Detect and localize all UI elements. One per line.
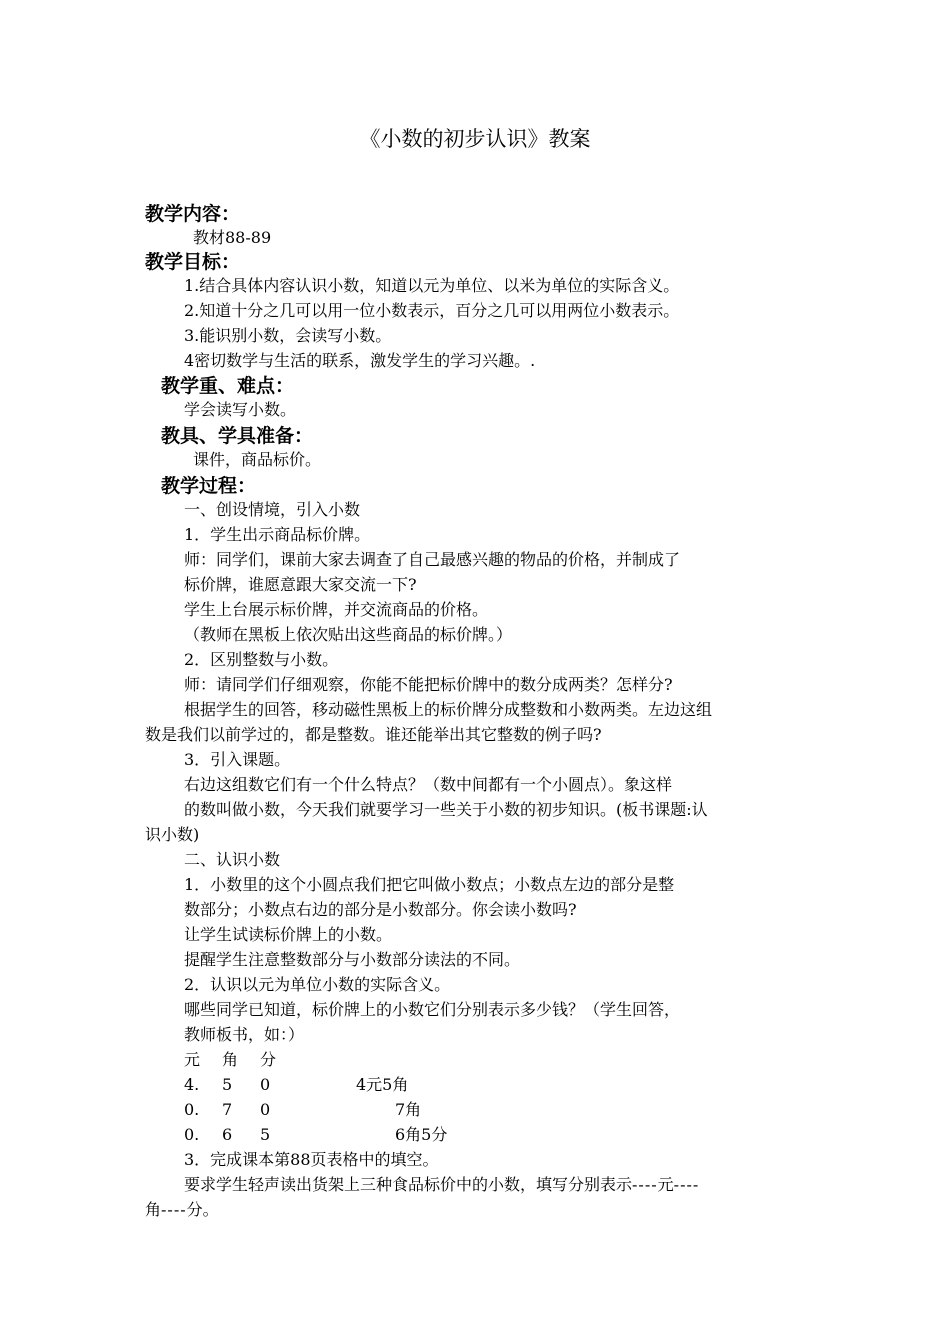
goal-item: 1.结合具体内容认识小数，知道以元为单位、以米为单位的实际含义。 — [184, 276, 680, 295]
process-line: 右边这组数它们有一个什么特点？（数中间都有一个小圆点）。象这样 — [184, 775, 673, 794]
heading-content: 教学内容： — [145, 203, 241, 225]
process-line: 师：请同学们仔细观察，你能不能把标价牌中的数分成两类？怎样分? — [184, 675, 673, 694]
process-line: 根据学生的回答，移动磁性黑板上的标价牌分成整数和小数两类。左边这组 — [184, 700, 713, 719]
process-line: 数部分；小数点右边的部分是小数部分。你会读小数吗? — [184, 900, 577, 919]
table-header-fen: 分 — [260, 1050, 277, 1069]
table-cell-reading: 4元5角 — [356, 1075, 409, 1094]
table-cell-fen: 5 — [260, 1125, 271, 1144]
tools-text: 课件，商品标价。 — [193, 450, 322, 469]
blank-line: ---- — [673, 1175, 700, 1194]
process-line: 3．引入课题。 — [184, 750, 291, 769]
table-cell-jiao: 5 — [222, 1075, 233, 1094]
process-line: 2．区别整数与小数。 — [184, 650, 339, 669]
process-line: 数是我们以前学过的，都是整数。谁还能举出其它整数的例子吗? — [145, 725, 602, 744]
goal-item: 2.知道十分之几可以用一位小数表示，百分之几可以用两位小数表示。 — [184, 301, 680, 320]
fill-blank-unit: 分。 — [186, 1200, 219, 1219]
table-cell-yuan: 0. — [184, 1100, 200, 1119]
fill-blank-unit: 元 — [657, 1175, 674, 1194]
blank-line: ---- — [632, 1175, 658, 1194]
process-line: 标价牌，谁愿意跟大家交流一下? — [184, 575, 417, 594]
process-line: 一、创设情境，引入小数 — [184, 500, 361, 519]
fill-blank-text: 要求学生轻声读出货架上三种食品标价中的小数，填写分别表示 — [184, 1175, 633, 1194]
content-text: 教材88-89 — [193, 228, 272, 247]
heading-process: 教学过程： — [161, 475, 257, 497]
process-line: 的数叫做小数，今天我们就要学习一些关于小数的初步知识。(板书课题:认 — [184, 800, 708, 819]
process-line-fill-blank — [145, 1198, 219, 1222]
process-line: 学生上台展示标价牌，并交流商品的价格。 — [184, 600, 489, 619]
table-cell-jiao: 6 — [222, 1125, 233, 1144]
process-line: 二、认识小数 — [184, 850, 281, 869]
process-line: 1．学生出示商品标价牌。 — [184, 525, 371, 544]
blank-line: ---- — [161, 1200, 187, 1219]
heading-key-points: 教学重、难点： — [161, 375, 295, 397]
table-header-jiao: 角 — [222, 1050, 239, 1069]
fill-blank-unit: 角 — [145, 1200, 162, 1219]
process-line: 让学生试读标价牌上的小数。 — [184, 925, 393, 944]
process-line: 提醒学生注意整数部分与小数部分读法的不同。 — [184, 950, 521, 969]
process-line: （教师在黑板上依次贴出这些商品的标价牌。） — [184, 625, 513, 644]
goal-item: 4密切数学与生活的联系，激发学生的学习兴趣。. — [184, 351, 536, 370]
process-line: 3．完成课本第88页表格中的填空。 — [184, 1150, 439, 1169]
process-line: 识小数) — [145, 825, 200, 844]
table-cell-reading: 6角5分 — [395, 1125, 448, 1144]
heading-goals: 教学目标： — [145, 251, 241, 273]
goal-item: 3.能识别小数，会读写小数。 — [184, 326, 392, 345]
process-line: 师：同学们，课前大家去调查了自己最感兴趣的物品的价格，并制成了 — [184, 550, 681, 569]
table-header-yuan: 元 — [184, 1050, 201, 1069]
process-line: 1．小数里的这个小圆点我们把它叫做小数点；小数点左边的部分是整 — [184, 875, 675, 894]
table-cell-reading: 7角 — [395, 1100, 422, 1119]
table-cell-jiao: 7 — [222, 1100, 233, 1119]
process-line: 2．认识以元为单位小数的实际含义。 — [184, 975, 451, 994]
table-cell-fen: 0 — [260, 1100, 271, 1119]
table-cell-yuan: 4. — [184, 1075, 200, 1094]
process-line-fill-blank — [184, 1173, 699, 1197]
key-points-text: 学会读写小数。 — [184, 400, 297, 419]
process-line: 教师板书，如：） — [184, 1025, 305, 1044]
table-cell-yuan: 0. — [184, 1125, 200, 1144]
process-line: 哪些同学已知道，标价牌上的小数它们分别表示多少钱？（学生回答， — [184, 1000, 681, 1019]
heading-tools: 教具、学具准备： — [161, 425, 314, 447]
document-title: 《小数的初步认识》教案 — [359, 127, 591, 151]
table-cell-fen: 0 — [260, 1075, 271, 1094]
